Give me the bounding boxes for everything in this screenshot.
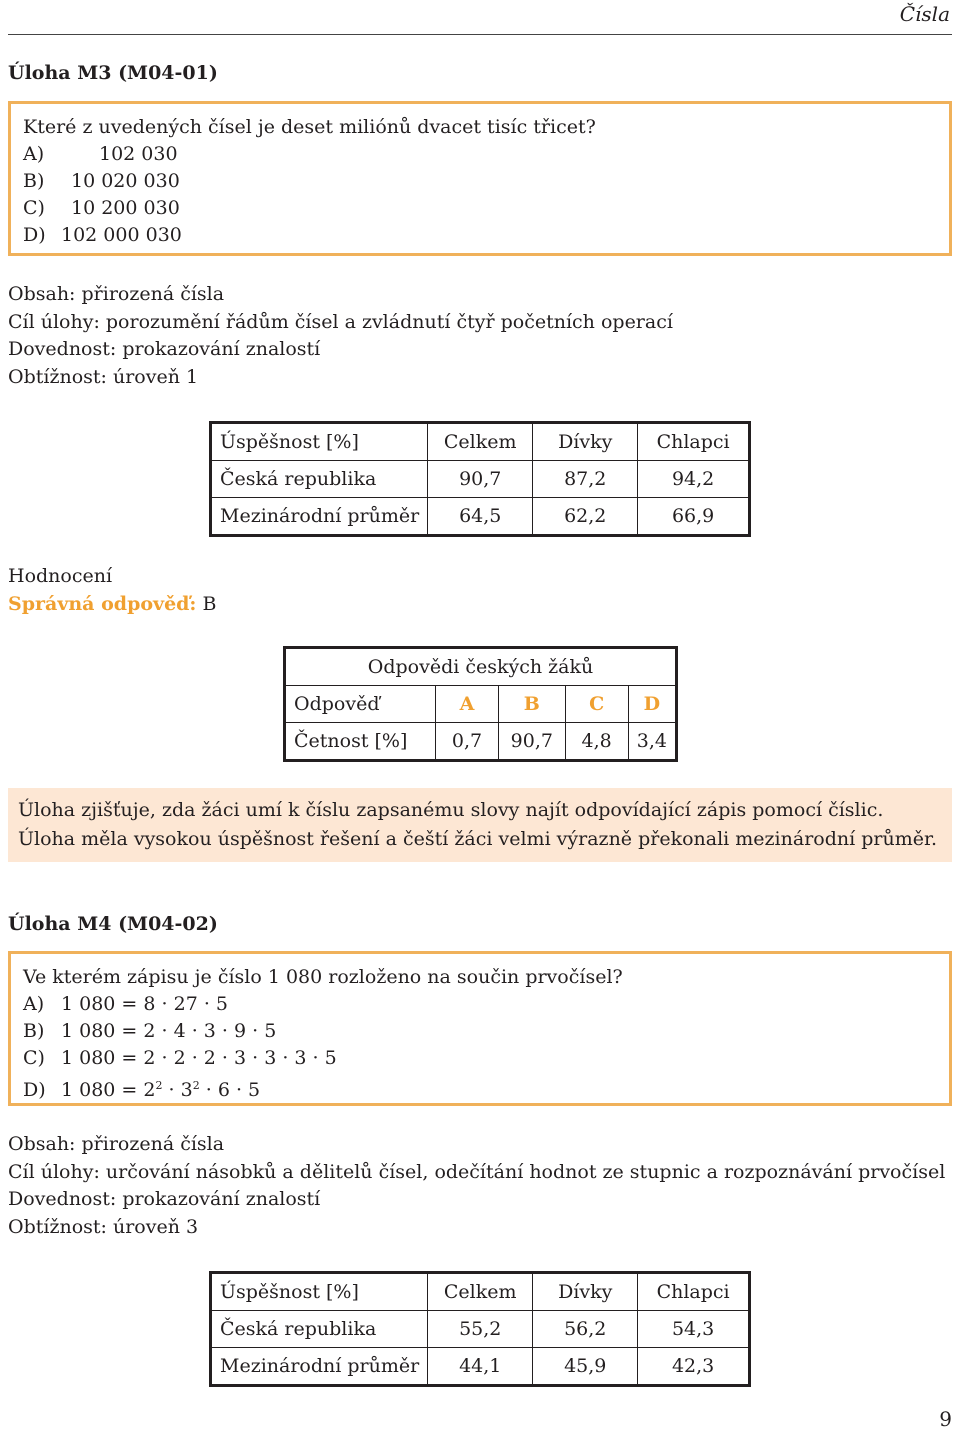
table-row: Česká republika 55,2 56,2 54,3: [211, 1311, 750, 1348]
header-divider: [8, 34, 952, 35]
task2-question: Ve kterém zápisu je číslo 1 080 rozloženo na součin prvočísel?: [23, 966, 623, 988]
section-title: Čísla: [899, 2, 950, 26]
task1-option-b: B) 10 020 030: [23, 170, 180, 192]
task1-meta-goal: Cíl úlohy: porozumění řádům čísel a zvládnutí čtyř početních operací: [8, 310, 673, 333]
table-row: [285, 648, 677, 686]
task1-question-box: [8, 101, 952, 256]
task1-meta-content: Obsah: přirozená čísla: [8, 283, 225, 305]
task2-meta-content: Obsah: přirozená čísla: [8, 1133, 225, 1155]
task2-question-box: [8, 951, 952, 1106]
table-row: Mezinárodní průměr 64,5 62,2 66,9: [211, 498, 750, 536]
evaluation-label: Hodnocení: [8, 565, 113, 587]
task2-meta-difficulty: Obtížnost: úroveň 3: [8, 1215, 199, 1238]
task2-stats-table: [209, 1271, 751, 1387]
task2-option-b: B) 1 080 = 2 · 4 · 3 · 9 · 5: [23, 1020, 277, 1042]
task1-meta: [8, 281, 673, 391]
task1-stats-table: [209, 421, 751, 537]
task1-option-a: A) 102 030: [23, 143, 178, 165]
task1-meta-difficulty: Obtížnost: úroveň 1: [8, 365, 199, 388]
task2-meta-skill: Dovednost: prokazování znalostí: [8, 1188, 321, 1210]
task2-meta-goal: Cíl úlohy: určování násobků a dělitelů čísel, odečítání hodnot ze stupnic a rozpoznávání prvočísel: [8, 1160, 946, 1183]
table-row: Mezinárodní průměr 44,1 45,9 42,3: [211, 1348, 750, 1386]
page-number: 9: [939, 1407, 952, 1431]
task2-title: Úloha M4 (M04-02): [8, 913, 218, 935]
task1-note: Úloha zjišťuje, zda žáci umí k číslu zapsanému slovy najít odpovídající zápis pomocí číslic. Úloha měla vysokou úspěšnost řešení a čeští žáci velmi výrazně překonali mezinárodní průměr.: [8, 788, 952, 862]
table-row: Úspěšnost [%] Celkem Dívky Chlapci: [211, 1273, 750, 1311]
task2-option-d: D) 1 $080 = 2^2 \cdot 3^2 \cdot 6 \cdot 5$: [23, 1079, 261, 1101]
task1-option-c: C) 10 200 030: [23, 197, 180, 219]
correct-answer: Správná odpověď: B: [8, 593, 217, 615]
table-row: Odpověď A B C D: [285, 686, 677, 723]
table-row: Česká republika 90,7 87,2 94,2: [211, 461, 750, 498]
task2-option-c: C) 1 080 = 2 · 2 · 2 · 3 · 3 · 3 · 5: [23, 1047, 337, 1069]
task2-meta: [8, 1131, 945, 1241]
task2-option-a: A) 1 080 = 8 · 27 · 5: [23, 993, 228, 1015]
answers-caption: Odpovědi českých žáků: [285, 648, 677, 686]
task1-meta-skill: Dovednost: prokazování znalostí: [8, 338, 321, 360]
task1-option-d: D) 102 000 030: [23, 224, 182, 246]
table-row: Četnost [%] 0,7 90,7 4,8 3,4: [285, 723, 677, 761]
evaluation: [8, 562, 216, 618]
task1-answers-table: [283, 646, 678, 762]
table-row: Úspěšnost [%] Celkem Dívky Chlapci: [211, 423, 750, 461]
task1-question: Které z uvedených čísel je deset miliónů dvacet tisíc třicet?: [23, 116, 596, 138]
task1-title: Úloha M3 (M04-01): [8, 62, 218, 84]
